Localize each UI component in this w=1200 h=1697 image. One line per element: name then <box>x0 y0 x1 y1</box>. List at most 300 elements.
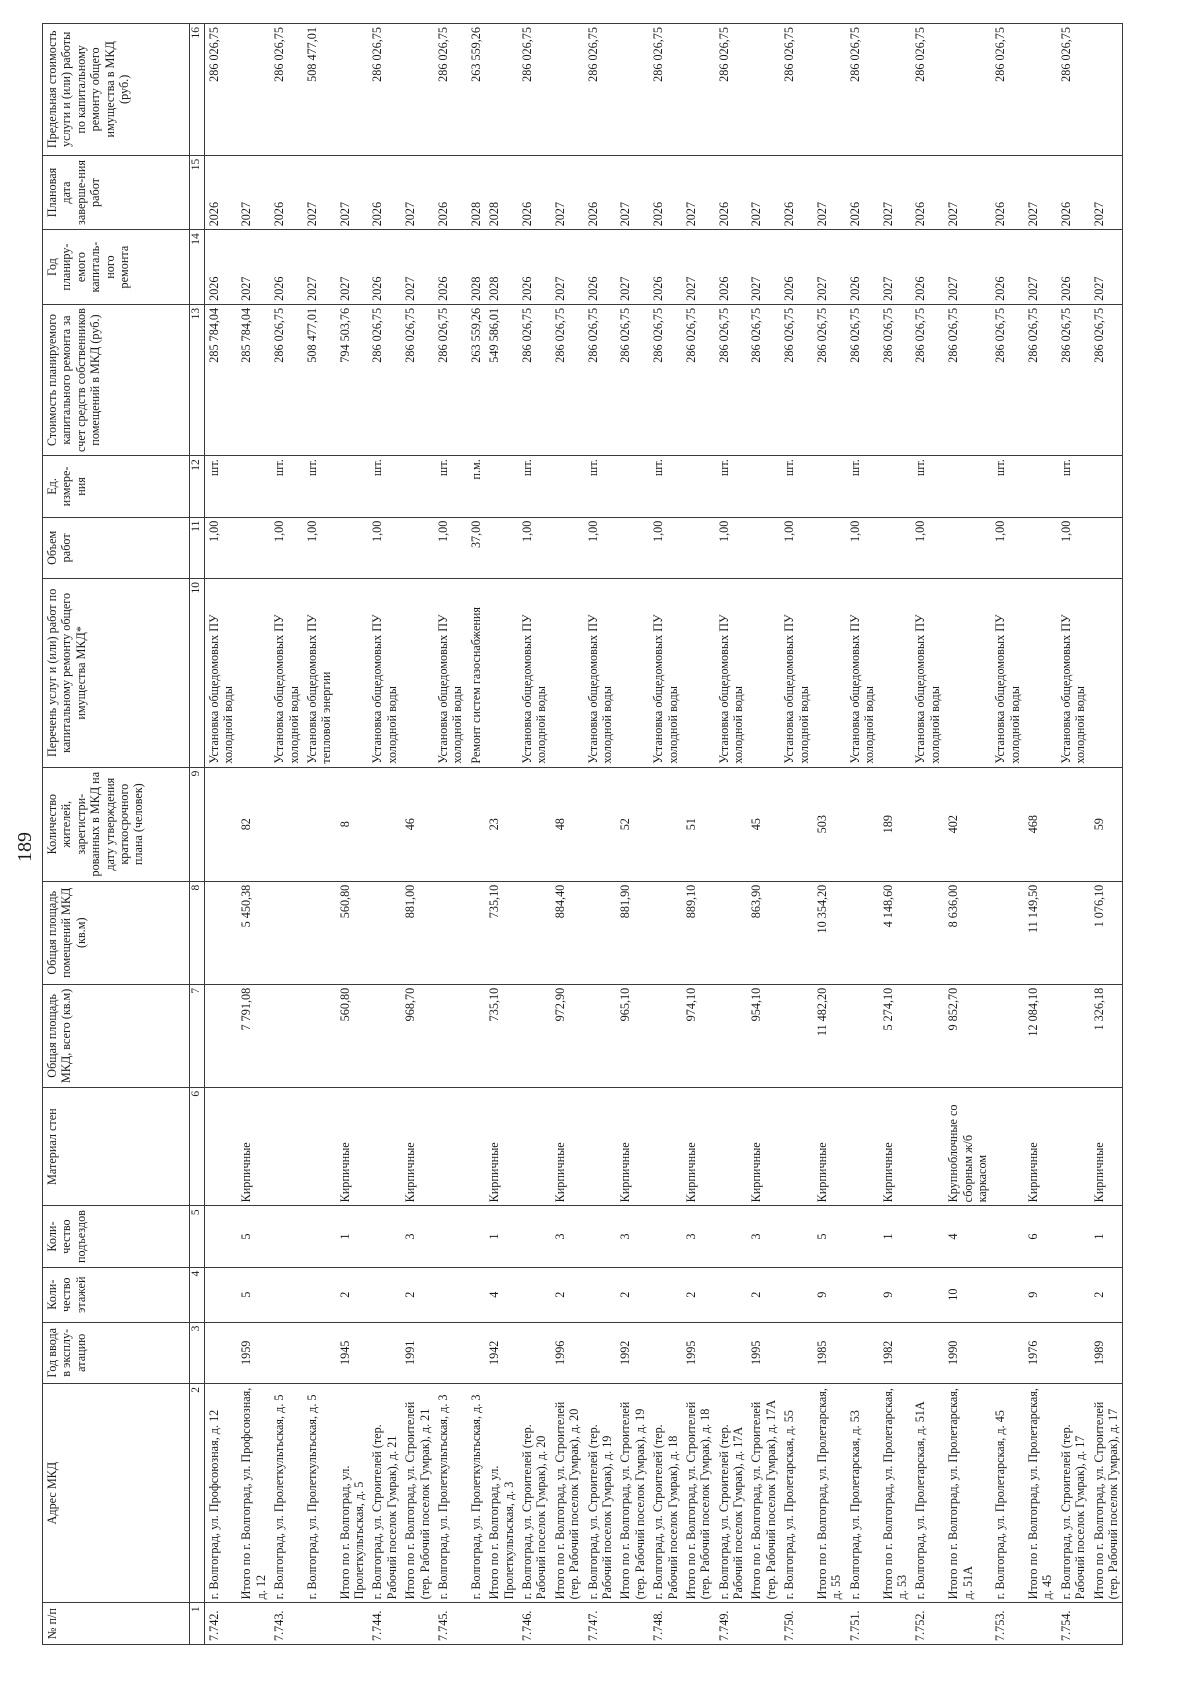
address-cell: г. Волгоград, ул. Строителей (тер. Рабочий поселок Гумрак), д. 18 <box>649 1383 682 1602</box>
unit-cell <box>485 456 518 517</box>
completion-date-cell: 2027 <box>1024 155 1057 230</box>
unit-cell <box>813 456 846 517</box>
column-number: 15 <box>190 155 205 230</box>
column-header: Коли-чество подъездов <box>43 1206 190 1267</box>
total-row <box>616 24 649 1645</box>
repair-year-cell: 2027 <box>1024 230 1057 305</box>
repair-year-cell: 2026 <box>991 230 1024 305</box>
floors-cell: 2 <box>747 1267 780 1322</box>
limit-cost-cell: 286 026,75 <box>270 24 303 156</box>
year-built-cell: 1995 <box>682 1322 715 1383</box>
entrances-cell: 1 <box>485 1206 518 1267</box>
address-cell: Итого по г. Волгоград, ул. Пролетарская, д. 51А <box>944 1383 991 1602</box>
repair-year-cell: 2028 <box>467 230 485 305</box>
wall-material-cell <box>649 1087 682 1205</box>
premises-area-cell <box>991 881 1024 984</box>
total-area-cell <box>518 984 551 1087</box>
limit-cost-cell: 286 026,75 <box>846 24 879 156</box>
wall-material-cell: Кирпичные <box>551 1087 584 1205</box>
unit-cell: шт. <box>780 456 813 517</box>
total-row <box>813 24 846 1645</box>
residents-cell: 23 <box>485 767 518 881</box>
column-number: 1 <box>190 1603 205 1645</box>
repair-year-cell: 2026 <box>780 230 813 305</box>
completion-date-cell: 2027 <box>879 155 912 230</box>
column-number: 11 <box>190 517 205 578</box>
planned-cost-cell: 286 026,75 <box>813 304 846 455</box>
column-header: Год планиру-емого капиталь-ного ремонта <box>43 230 190 305</box>
planned-cost-cell: 286 026,75 <box>584 304 617 455</box>
total-area-cell <box>204 984 237 1087</box>
total-area-cell: 560,80 <box>336 984 369 1087</box>
total-area-cell <box>846 984 879 1087</box>
works-list-cell <box>1090 579 1123 768</box>
year-built-cell <box>991 1322 1024 1383</box>
row-number-cell: 7.754. <box>1057 1603 1090 1645</box>
address-cell: Итого по г. Волгоград, ул. Пролеткультьская, д. 5 <box>336 1383 369 1602</box>
completion-date-cell: 2026 <box>715 155 748 230</box>
address-cell: г. Волгоград, ул. Строителей (тер. Рабочий поселок Гумрак), д. 17 <box>1057 1383 1090 1602</box>
year-built-cell: 1959 <box>237 1322 270 1383</box>
repair-year-cell: 2026 <box>1057 230 1090 305</box>
column-header: Адрес МКД <box>43 1383 190 1602</box>
floors-cell <box>584 1267 617 1322</box>
column-number: 7 <box>190 984 205 1087</box>
residents-cell <box>434 767 467 881</box>
floors-cell <box>467 1267 485 1322</box>
works-list-cell: Установка общедомовых ПУ холодной воды <box>434 579 467 768</box>
premises-area-cell: 10 354,20 <box>813 881 846 984</box>
unit-cell <box>551 456 584 517</box>
total-area-cell: 1 326,18 <box>1090 984 1123 1087</box>
floors-cell <box>1057 1267 1090 1322</box>
works-list-cell: Установка общедомовых ПУ тепловой энергии <box>303 579 336 768</box>
entrances-cell: 5 <box>237 1206 270 1267</box>
wall-material-cell <box>991 1087 1024 1205</box>
completion-date-cell: 2028 <box>467 155 485 230</box>
unit-cell <box>1090 456 1123 517</box>
table-row <box>368 24 401 1645</box>
premises-area-cell <box>518 881 551 984</box>
limit-cost-cell <box>336 24 369 156</box>
total-area-cell <box>270 984 303 1087</box>
work-volume-cell: 1,00 <box>368 517 401 578</box>
completion-date-cell: 2026 <box>991 155 1024 230</box>
column-header: Материал стен <box>43 1087 190 1205</box>
row-number-cell <box>485 1603 518 1645</box>
floors-cell <box>270 1267 303 1322</box>
completion-date-cell: 2027 <box>813 155 846 230</box>
unit-cell: шт. <box>911 456 944 517</box>
work-volume-cell <box>551 517 584 578</box>
work-volume-cell: 1,00 <box>846 517 879 578</box>
address-cell: г. Волгоград, ул. Пролетарская, д. 55 <box>780 1383 813 1602</box>
wall-material-cell: Кирпичные <box>1024 1087 1057 1205</box>
limit-cost-cell <box>1024 24 1057 156</box>
works-list-cell <box>401 579 434 768</box>
address-cell: Итого по г. Волгоград, ул. Пролеткультьская, д. 3 <box>485 1383 518 1602</box>
repair-year-cell: 2027 <box>616 230 649 305</box>
wall-material-cell <box>467 1087 485 1205</box>
limit-cost-cell: 263 559,26 <box>467 24 485 156</box>
completion-date-cell: 2026 <box>846 155 879 230</box>
work-volume-cell <box>336 517 369 578</box>
unit-cell: шт. <box>715 456 748 517</box>
address-cell: Итого по г. Волгоград, ул. Пролетарская, д. 45 <box>1024 1383 1057 1602</box>
entrances-cell <box>649 1206 682 1267</box>
premises-area-cell: 11 149,50 <box>1024 881 1057 984</box>
table-row <box>911 24 944 1645</box>
limit-cost-cell: 286 026,75 <box>991 24 1024 156</box>
works-list-cell: Установка общедомовых ПУ холодной воды <box>846 579 879 768</box>
wall-material-cell: Кирпичные <box>813 1087 846 1205</box>
year-built-cell <box>270 1322 303 1383</box>
row-number-cell <box>237 1603 270 1645</box>
floors-cell <box>780 1267 813 1322</box>
unit-cell: шт. <box>434 456 467 517</box>
column-header: Общая площадь помещений МКД (кв.м) <box>43 881 190 984</box>
repair-year-cell: 2027 <box>682 230 715 305</box>
limit-cost-cell <box>551 24 584 156</box>
floors-cell <box>911 1267 944 1322</box>
works-list-cell: Установка общедомовых ПУ холодной воды <box>518 579 551 768</box>
table-row <box>270 24 303 1645</box>
work-volume-cell <box>747 517 780 578</box>
row-number-cell <box>813 1603 846 1645</box>
wall-material-cell: Крупноблочные со сборным ж/б каркасом <box>944 1087 991 1205</box>
works-list-cell <box>682 579 715 768</box>
entrances-cell <box>1057 1206 1090 1267</box>
works-list-cell <box>551 579 584 768</box>
repair-year-cell: 2027 <box>336 230 369 305</box>
completion-date-cell: 2026 <box>1057 155 1090 230</box>
work-volume-cell: 1,00 <box>303 517 336 578</box>
total-area-cell: 5 274,10 <box>879 984 912 1087</box>
limit-cost-cell <box>1090 24 1123 156</box>
year-built-cell <box>780 1322 813 1383</box>
year-built-cell <box>467 1322 485 1383</box>
address-cell: Итого по г. Волгоград, ул. Пролетарская, д. 55 <box>813 1383 846 1602</box>
limit-cost-cell: 286 026,75 <box>368 24 401 156</box>
limit-cost-cell: 286 026,75 <box>911 24 944 156</box>
floors-cell <box>715 1267 748 1322</box>
floors-cell: 9 <box>1024 1267 1057 1322</box>
residents-cell: 59 <box>1090 767 1123 881</box>
planned-cost-cell: 286 026,75 <box>368 304 401 455</box>
planned-cost-cell: 286 026,75 <box>879 304 912 455</box>
planned-cost-cell: 285 784,04 <box>204 304 237 455</box>
entrances-cell: 1 <box>1090 1206 1123 1267</box>
works-list-cell <box>616 579 649 768</box>
column-header: Год ввода в эксплу-атацию <box>43 1322 190 1383</box>
works-list-cell: Установка общедомовых ПУ холодной воды <box>911 579 944 768</box>
unit-cell <box>616 456 649 517</box>
residents-cell <box>991 767 1024 881</box>
residents-cell: 52 <box>616 767 649 881</box>
entrances-cell <box>204 1206 237 1267</box>
floors-cell: 9 <box>879 1267 912 1322</box>
works-list-cell: Установка общедомовых ПУ холодной воды <box>780 579 813 768</box>
residents-cell: 402 <box>944 767 991 881</box>
residents-cell: 48 <box>551 767 584 881</box>
limit-cost-cell: 286 026,75 <box>204 24 237 156</box>
total-area-cell <box>1057 984 1090 1087</box>
table-row <box>715 24 748 1645</box>
total-area-cell: 7 791,08 <box>237 984 270 1087</box>
year-built-cell: 1976 <box>1024 1322 1057 1383</box>
address-cell: Итого по г. Волгоград, ул. Профсоюзная, д. 12 <box>237 1383 270 1602</box>
limit-cost-cell: 286 026,75 <box>1057 24 1090 156</box>
planned-cost-cell: 286 026,75 <box>1024 304 1057 455</box>
unit-cell <box>401 456 434 517</box>
works-list-cell <box>485 579 518 768</box>
floors-cell: 9 <box>813 1267 846 1322</box>
premises-area-cell: 4 148,60 <box>879 881 912 984</box>
year-built-cell <box>649 1322 682 1383</box>
column-number: 6 <box>190 1087 205 1205</box>
work-volume-cell <box>1024 517 1057 578</box>
repair-year-cell: 2027 <box>747 230 780 305</box>
unit-cell <box>682 456 715 517</box>
table-row <box>518 24 551 1645</box>
planned-cost-cell: 286 026,75 <box>1057 304 1090 455</box>
unit-cell <box>336 456 369 517</box>
residents-cell <box>1057 767 1090 881</box>
repair-year-cell: 2027 <box>1090 230 1123 305</box>
residents-cell <box>911 767 944 881</box>
total-area-cell <box>911 984 944 1087</box>
repair-year-cell: 2027 <box>401 230 434 305</box>
limit-cost-cell <box>879 24 912 156</box>
limit-cost-cell <box>747 24 780 156</box>
address-cell: Итого по г. Волгоград, ул. Строителей (тер. Рабочий поселок Гумрак), д. 17 <box>1090 1383 1123 1602</box>
completion-date-cell: 2027 <box>944 155 991 230</box>
floors-cell: 2 <box>336 1267 369 1322</box>
limit-cost-cell <box>813 24 846 156</box>
column-number: 9 <box>190 767 205 881</box>
year-built-cell: 1991 <box>401 1322 434 1383</box>
repair-year-cell: 2026 <box>584 230 617 305</box>
total-row <box>237 24 270 1645</box>
works-list-cell: Установка общедомовых ПУ холодной воды <box>1057 579 1090 768</box>
row-number-cell <box>551 1603 584 1645</box>
unit-cell: шт. <box>584 456 617 517</box>
unit-cell: шт. <box>649 456 682 517</box>
unit-cell <box>944 456 991 517</box>
floors-cell <box>846 1267 879 1322</box>
completion-date-cell: 2027 <box>303 155 336 230</box>
row-number-cell <box>336 1603 369 1645</box>
address-cell: г. Волгоград, ул. Пролеткультьская, д. 3 <box>467 1383 485 1602</box>
entrances-cell <box>991 1206 1024 1267</box>
table-row <box>1057 24 1090 1645</box>
address-cell: г. Волгоград, ул. Профсоюзная, д. 12 <box>204 1383 237 1602</box>
total-area-cell <box>584 984 617 1087</box>
address-cell: г. Волгоград, ул. Пролеткультьская, д. 5 <box>303 1383 336 1602</box>
completion-date-cell: 2027 <box>336 155 369 230</box>
year-built-cell: 1985 <box>813 1322 846 1383</box>
entrances-cell <box>270 1206 303 1267</box>
year-built-cell: 1945 <box>336 1322 369 1383</box>
address-cell: г. Волгоград, ул. Пролеткультьская, д. 3 <box>434 1383 467 1602</box>
total-area-cell: 972,90 <box>551 984 584 1087</box>
repair-year-cell: 2027 <box>237 230 270 305</box>
residents-cell: 189 <box>879 767 912 881</box>
premises-area-cell: 881,90 <box>616 881 649 984</box>
table-row <box>846 24 879 1645</box>
year-built-cell <box>434 1322 467 1383</box>
wall-material-cell <box>270 1087 303 1205</box>
works-list-cell: Установка общедомовых ПУ холодной воды <box>270 579 303 768</box>
repair-year-cell: 2026 <box>204 230 237 305</box>
column-number: 16 <box>190 24 205 156</box>
wall-material-cell <box>780 1087 813 1205</box>
planned-cost-cell: 286 026,75 <box>780 304 813 455</box>
premises-area-cell <box>1057 881 1090 984</box>
entrances-cell <box>846 1206 879 1267</box>
total-area-cell <box>649 984 682 1087</box>
floors-cell: 2 <box>1090 1267 1123 1322</box>
row-number-cell: 7.746. <box>518 1603 551 1645</box>
floors-cell <box>434 1267 467 1322</box>
table-row <box>303 24 336 1645</box>
repair-year-cell: 2026 <box>434 230 467 305</box>
floors-cell <box>518 1267 551 1322</box>
entrances-cell <box>584 1206 617 1267</box>
floors-cell: 2 <box>401 1267 434 1322</box>
entrances-cell <box>518 1206 551 1267</box>
floors-cell: 10 <box>944 1267 991 1322</box>
completion-date-cell: 2027 <box>401 155 434 230</box>
column-number: 10 <box>190 579 205 768</box>
work-volume-cell <box>1090 517 1123 578</box>
premises-area-cell <box>715 881 748 984</box>
floors-cell <box>991 1267 1024 1322</box>
entrances-cell: 1 <box>336 1206 369 1267</box>
work-volume-cell: 1,00 <box>584 517 617 578</box>
address-cell: г. Волгоград, ул. Пролеткультьская, д. 5 <box>270 1383 303 1602</box>
year-built-cell <box>518 1322 551 1383</box>
column-header: Перечень услуг и (или) работ по капитальному ремонту общего имущества МКД* <box>43 579 190 768</box>
unit-cell: шт. <box>518 456 551 517</box>
total-row <box>1024 24 1057 1645</box>
wall-material-cell <box>368 1087 401 1205</box>
work-volume-cell <box>485 517 518 578</box>
total-area-cell: 965,10 <box>616 984 649 1087</box>
column-header: Предельная стоимость услуги и (или) работы по капитальному ремонту общего имущества в МКД (руб.) <box>43 24 190 156</box>
total-area-cell <box>467 984 485 1087</box>
residents-cell: 82 <box>237 767 270 881</box>
entrances-cell <box>780 1206 813 1267</box>
entrances-cell: 3 <box>401 1206 434 1267</box>
header-row <box>43 24 190 1645</box>
table-row <box>434 24 467 1645</box>
row-number-cell: 7.749. <box>715 1603 748 1645</box>
planned-cost-cell: 549 586,01 <box>485 304 518 455</box>
row-number-cell <box>303 1603 336 1645</box>
row-number-cell <box>879 1603 912 1645</box>
repair-year-cell: 2026 <box>368 230 401 305</box>
planned-cost-cell: 285 784,04 <box>237 304 270 455</box>
limit-cost-cell <box>944 24 991 156</box>
residents-cell <box>368 767 401 881</box>
work-volume-cell <box>401 517 434 578</box>
completion-date-cell: 2027 <box>616 155 649 230</box>
year-built-cell: 1989 <box>1090 1322 1123 1383</box>
planned-cost-cell: 286 026,75 <box>649 304 682 455</box>
capital-repair-table <box>42 23 1123 1645</box>
planned-cost-cell: 286 026,75 <box>911 304 944 455</box>
column-number: 8 <box>190 881 205 984</box>
works-list-cell <box>1024 579 1057 768</box>
total-row <box>747 24 780 1645</box>
column-number: 3 <box>190 1322 205 1383</box>
floors-cell: 2 <box>551 1267 584 1322</box>
total-area-cell: 974,10 <box>682 984 715 1087</box>
premises-area-cell: 8 636,00 <box>944 881 991 984</box>
row-number-cell <box>1024 1603 1057 1645</box>
planned-cost-cell: 286 026,75 <box>434 304 467 455</box>
limit-cost-cell <box>401 24 434 156</box>
work-volume-cell: 1,00 <box>270 517 303 578</box>
wall-material-cell <box>846 1087 879 1205</box>
work-volume-cell: 1,00 <box>780 517 813 578</box>
planned-cost-cell: 286 026,75 <box>616 304 649 455</box>
planned-cost-cell: 286 026,75 <box>518 304 551 455</box>
wall-material-cell: Кирпичные <box>879 1087 912 1205</box>
row-number-cell <box>401 1603 434 1645</box>
wall-material-cell <box>715 1087 748 1205</box>
work-volume-cell: 1,00 <box>204 517 237 578</box>
row-number-cell <box>467 1603 485 1645</box>
year-built-cell: 1990 <box>944 1322 991 1383</box>
works-list-cell <box>747 579 780 768</box>
total-row <box>879 24 912 1645</box>
year-built-cell: 1996 <box>551 1322 584 1383</box>
work-volume-cell: 1,00 <box>715 517 748 578</box>
wall-material-cell <box>911 1087 944 1205</box>
total-row <box>551 24 584 1645</box>
unit-cell <box>1024 456 1057 517</box>
entrances-cell: 6 <box>1024 1206 1057 1267</box>
table-row <box>991 24 1024 1645</box>
limit-cost-cell <box>616 24 649 156</box>
table-row <box>584 24 617 1645</box>
work-volume-cell: 1,00 <box>991 517 1024 578</box>
floors-cell <box>368 1267 401 1322</box>
planned-cost-cell: 286 026,75 <box>715 304 748 455</box>
completion-date-cell: 2026 <box>270 155 303 230</box>
address-cell: Итого по г. Волгоград, ул. Строителей (тер. Рабочий поселок Гумрак), д. 18 <box>682 1383 715 1602</box>
row-number-cell: 7.752. <box>911 1603 944 1645</box>
column-number: 2 <box>190 1383 205 1602</box>
column-number: 4 <box>190 1267 205 1322</box>
wall-material-cell: Кирпичные <box>336 1087 369 1205</box>
planned-cost-cell: 286 026,75 <box>682 304 715 455</box>
total-area-cell: 11 482,20 <box>813 984 846 1087</box>
completion-date-cell: 2026 <box>434 155 467 230</box>
planned-cost-cell: 286 026,75 <box>270 304 303 455</box>
total-row <box>485 24 518 1645</box>
premises-area-cell: 881,00 <box>401 881 434 984</box>
address-cell: г. Волгоград, ул. Пролетарская, д. 51А <box>911 1383 944 1602</box>
entrances-cell <box>715 1206 748 1267</box>
unit-cell: шт. <box>204 456 237 517</box>
residents-cell: 503 <box>813 767 846 881</box>
premises-area-cell: 560,80 <box>336 881 369 984</box>
limit-cost-cell: 286 026,75 <box>780 24 813 156</box>
completion-date-cell: 2028 <box>485 155 518 230</box>
